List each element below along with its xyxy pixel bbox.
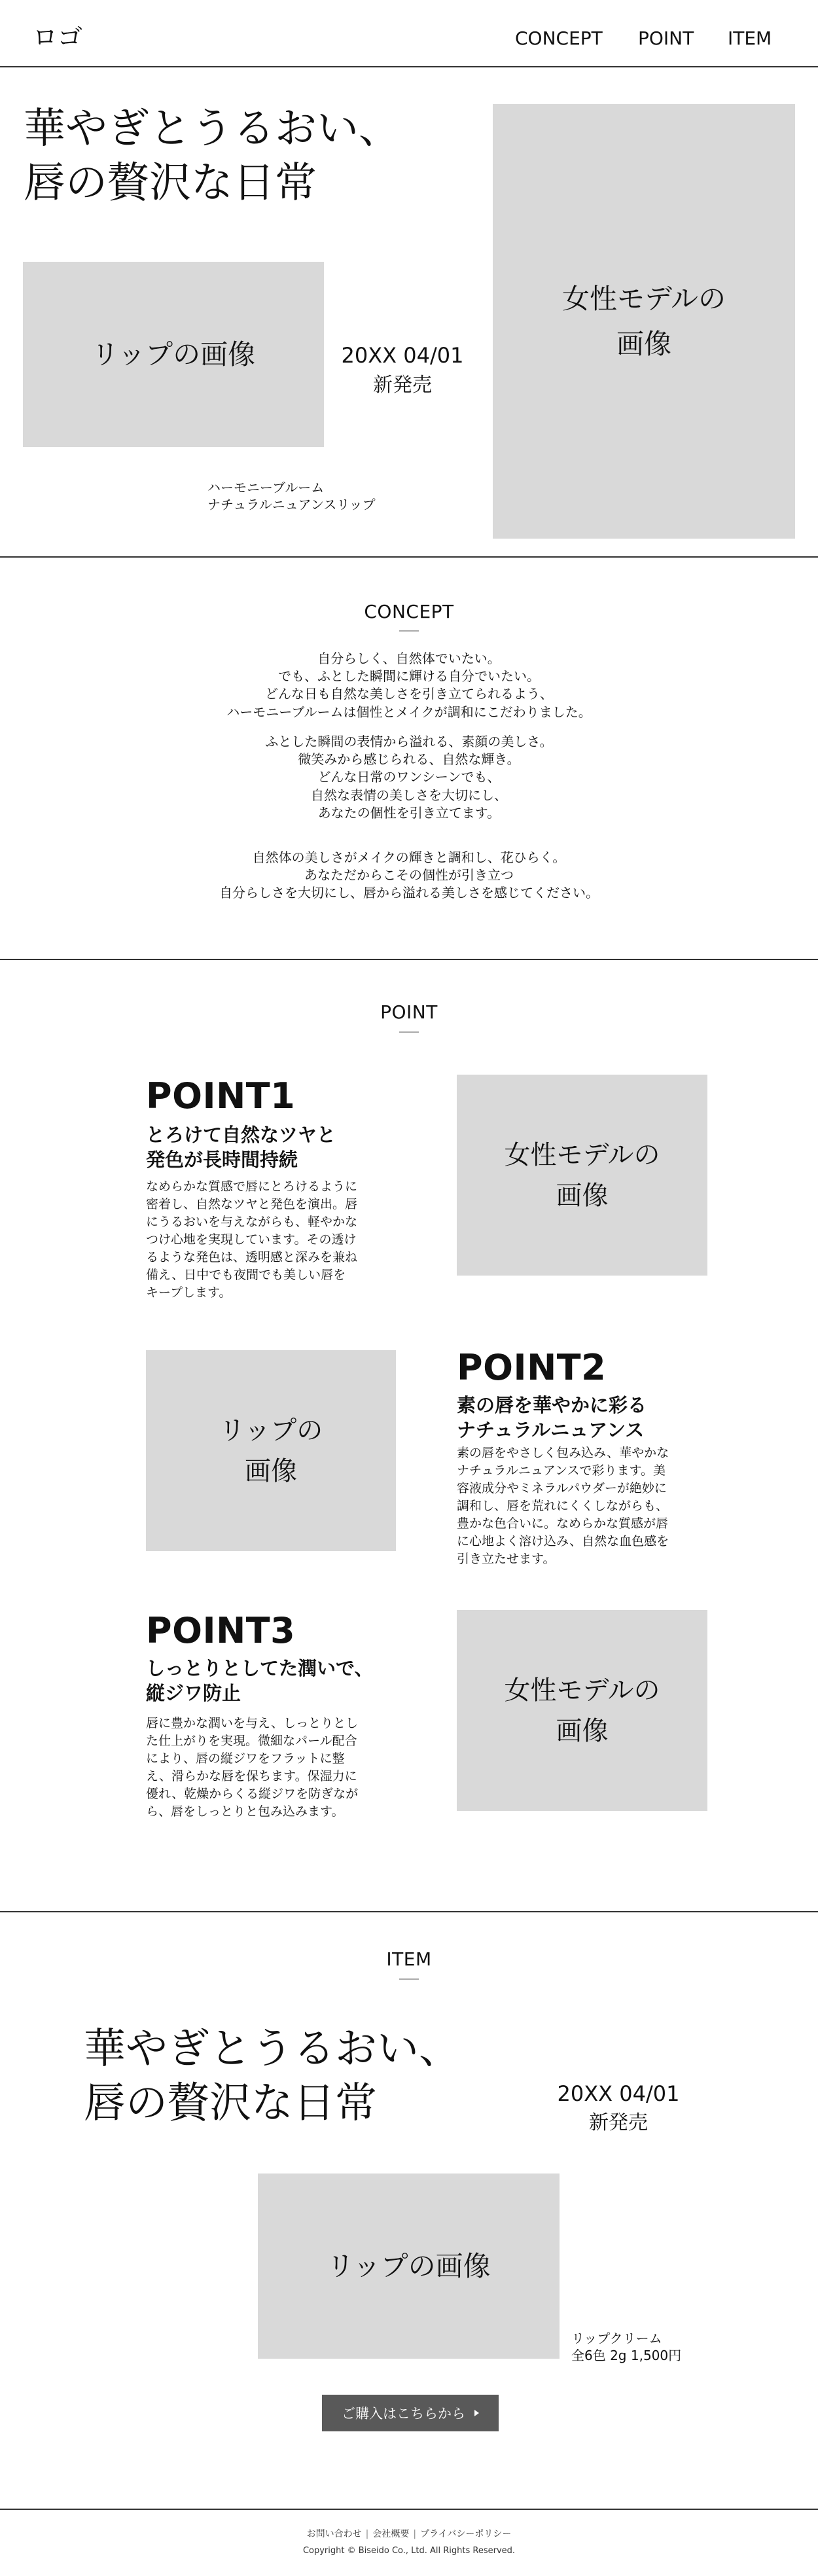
concept-paragraph-3: 自然体の美しさがメイクの輝きと調和し、花ひらく。 あなただからこその個性が引き立つ 自分らしさを大切にし、唇から溢れる美しさを感じてください。 (219, 850, 599, 901)
hero-product-name: ハーモニーブルーム ナチュラルニュアンスリップ (207, 480, 376, 512)
footer-link-company[interactable]: 会社概要 (372, 2529, 410, 2539)
buy-button[interactable] (322, 2395, 499, 2431)
point3-model-image: 女性モデルの 画像 (457, 1610, 707, 1811)
item-title: ITEM (386, 1948, 432, 1970)
hero-model-image: 女性モデルの 画像 (493, 104, 795, 539)
concept-title: CONCEPT (364, 601, 454, 622)
arrow-right-icon (474, 2410, 479, 2416)
hero-release-label: 新発売 (373, 374, 432, 397)
concept-paragraph-1: 自分らしく、自然体でいたい。 でも、ふとした瞬間に輝ける自分でいたい。 どんな日も自然な美しさを引き立てられるよう、 ハーモニーブルームは個性とメイクが調和にこだわりました。 (226, 651, 592, 720)
item-headline: 華やぎとうるおい、 唇の贅沢な日常 (84, 2025, 461, 2128)
nav-point[interactable]: POINT (638, 27, 694, 49)
logo[interactable]: ロゴ (33, 23, 83, 52)
item-divider (0, 2509, 818, 2510)
point1-subtitle: とろけて自然なツヤと 発色が長時間持続 (146, 1124, 336, 1172)
point-title-rule (399, 1031, 419, 1033)
nav-concept[interactable]: CONCEPT (515, 27, 603, 49)
footer-link-privacy[interactable]: プライバシーポリシー (420, 2529, 512, 2539)
point1-title: POINT1 (146, 1075, 296, 1117)
concept-divider (0, 959, 818, 960)
item-release-label: 新発売 (589, 2111, 648, 2134)
item-lip-image: リップの画像 (258, 2174, 560, 2359)
concept-paragraph-2: ふとした瞬間の表情から溢れる、素顔の美しさ。 微笑みから感じられる、自然な輝き。 どんな日常のワンシーンでも、 自然な表情の美しさを大切にし、 あなたの個性を引き立てます。 (265, 734, 553, 821)
footer-link-contact[interactable]: お問い合わせ (306, 2529, 362, 2539)
point3-subtitle: しっとりとしてた潤いで、 縦ジワ防止 (146, 1657, 374, 1705)
concept-title-rule (399, 630, 419, 632)
item-title-rule (399, 1978, 419, 1980)
copyright: Copyright © Biseido Co., Ltd. All Rights Reserved. (302, 2546, 516, 2556)
point3-title: POINT3 (146, 1610, 296, 1651)
footer-separator: | (413, 2529, 417, 2539)
point-title: POINT (380, 1001, 438, 1023)
point2-subtitle: 素の唇を華やかに彩る ナチュラルニュアンス (457, 1394, 647, 1442)
header-divider (0, 66, 818, 67)
point1-body: なめらかな質感で唇にとろけるように 密着し、自然なツヤと発色を演出。唇 にうるおいを与えながらも、軽やかな つけ心地を実現しています。その透け るような発色は、透明感と深みを兼ね 備え、日中でも夜間でも美しい唇を キープします。 (146, 1179, 358, 1300)
point-divider (0, 1911, 818, 1912)
buy-button-label: ご購入はこちらから (342, 2406, 465, 2422)
item-product-type: リップクリーム (571, 2331, 662, 2346)
footer-links (0, 2527, 818, 2540)
hero-release-date: 20XX 04/01 (341, 343, 464, 368)
point1-model-image: 女性モデルの 画像 (457, 1075, 707, 1276)
footer-separator: | (365, 2529, 369, 2539)
item-spec: 全6色 2g 1,500円 (571, 2348, 682, 2363)
point2-lip-image: リップの 画像 (146, 1350, 396, 1551)
point2-body: 素の唇をやさしく包み込み、華やかな ナチュラルニュアンスで彩ります。美 容液成分やミネラルパウダーが絶妙に 調和し、唇を荒れにくくしながらも、 豊かな色合いに。なめらかな質感が唇 に心地よく溶け込み、自然な血色感を 引き立たせます。 (457, 1446, 669, 1566)
hero-lip-image: リップの画像 (23, 262, 324, 447)
point2-title: POINT2 (457, 1347, 607, 1388)
item-release-date: 20XX 04/01 (557, 2081, 680, 2106)
hero-headline: 華やぎとうるおい、 唇の贅沢な日常 (24, 105, 400, 208)
nav-item[interactable]: ITEM (728, 27, 772, 49)
point3-body: 唇に豊かな潤いを与え、しっとりとし た仕上がりを実現。微細なパール配合 により、唇の縦ジワをフラットに整 え、滑らかな唇を保ちます。保湿力に 優れ、乾燥からくる縦ジワを防ぎなが ら、唇をしっとりと包み込みます。 (146, 1716, 359, 1819)
hero-divider (0, 556, 818, 558)
